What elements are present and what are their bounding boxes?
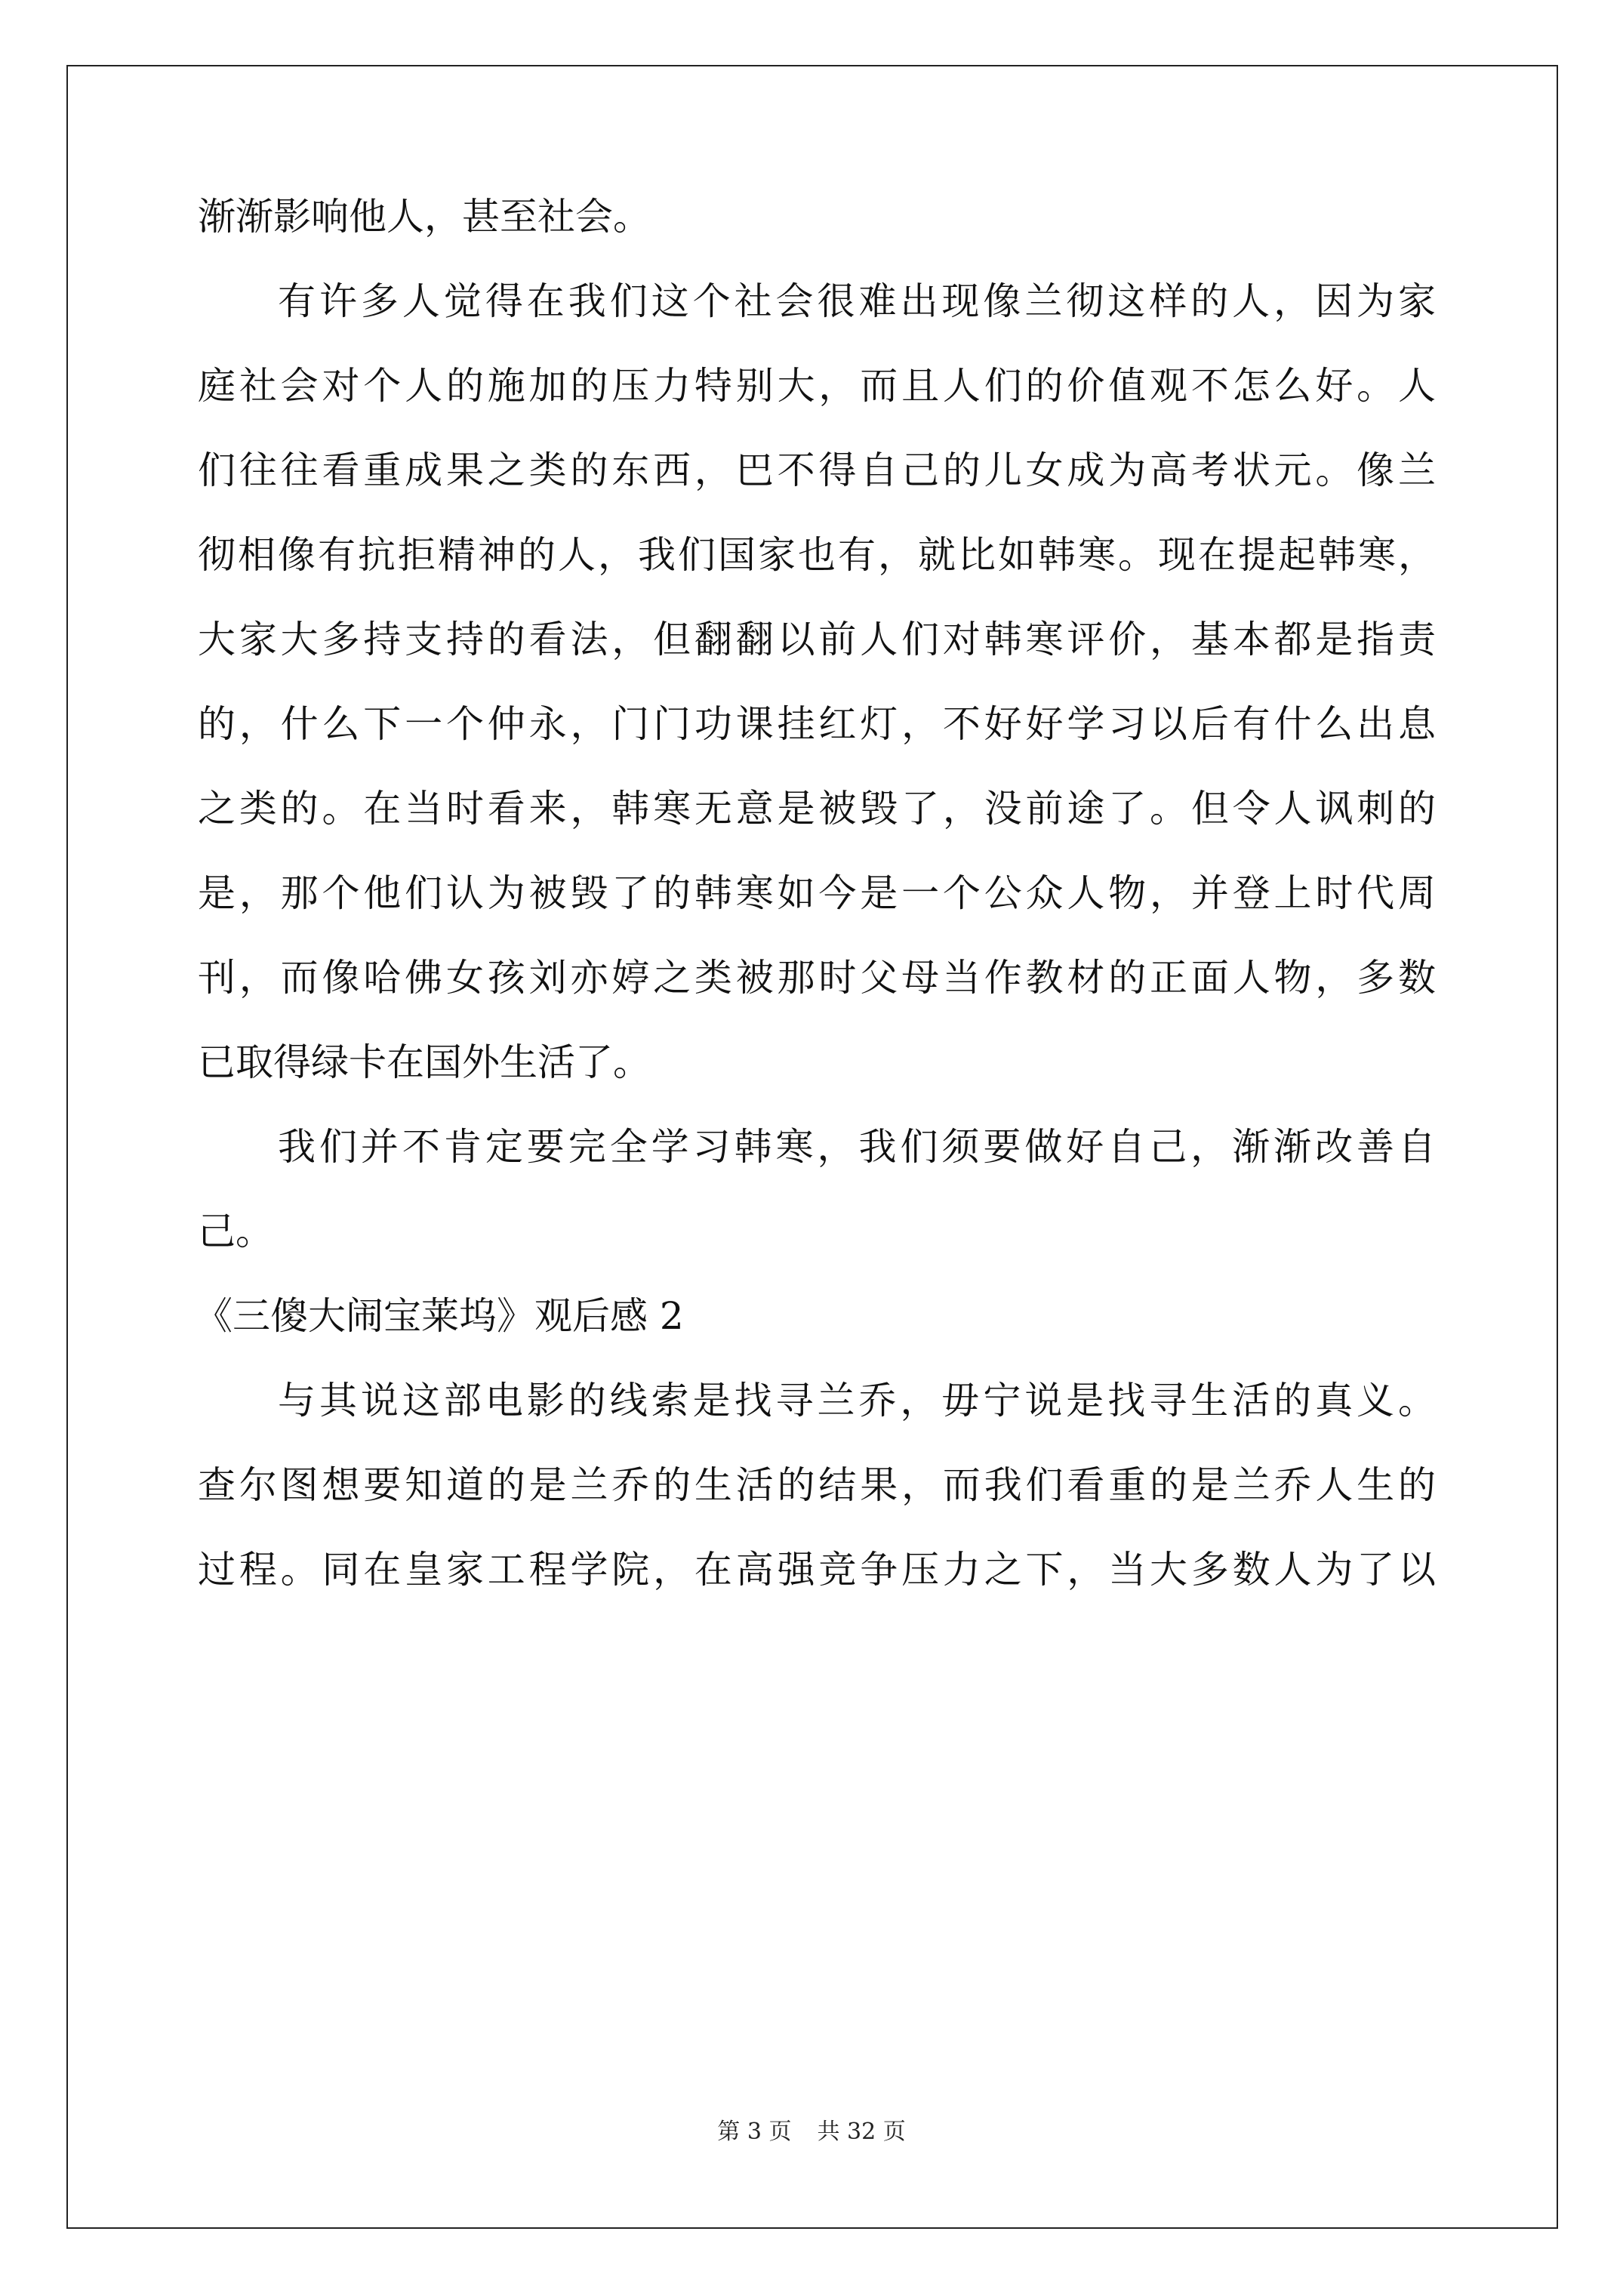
page-number: 第 3 页 <box>717 2119 792 2145</box>
document-body <box>195 195 1436 1635</box>
paragraph-line: 渐渐影响他人，甚至社会。 <box>198 195 651 239</box>
paragraph-line: 是，那个他们认为被毁了的韩寒如今是一个公众人物，并登上时代周 <box>198 871 1436 915</box>
paragraph-line: 查尔图想要知道的是兰乔的生活的结果，而我们看重的是兰乔人生的 <box>198 1463 1436 1507</box>
paragraph-line: 过程。同在皇家工程学院，在高强竞争压力之下，当大多数人为了以 <box>198 1548 1436 1592</box>
paragraph-line: 之类的。在当时看来，韩寒无意是被毁了，没前途了。但令人讽刺的 <box>198 787 1436 831</box>
paragraph-line: 的，什么下一个仲永，门门功课挂红灯，不好好学习以后有什么出息 <box>198 702 1436 746</box>
paragraph-line: 有许多人觉得在我们这个社会很难出现像兰彻这样的人，因为家 <box>278 279 1436 323</box>
section-heading: 《三傻大闹宝莱坞》观后感 2 <box>195 1294 684 1338</box>
paragraph-line: 刊，而像哈佛女孩刘亦婷之类被那时父母当作教材的正面人物，多数 <box>198 956 1436 1000</box>
paragraph-line: 大家大多持支持的看法，但翻翻以前人们对韩寒评价，基本都是指责 <box>198 618 1436 661</box>
paragraph-line: 我们并不肯定要完全学习韩寒，我们须要做好自己，渐渐改善自 <box>278 1125 1436 1169</box>
paragraph-line: 彻相像有抗拒精神的人，我们国家也有，就比如韩寒。现在提起韩寒， <box>198 533 1436 577</box>
paragraph-line: 与其说这部电影的线索是找寻兰乔，毋宁说是找寻生活的真义。 <box>278 1379 1436 1422</box>
paragraph-line: 己。 <box>198 1210 273 1253</box>
page-total: 共 32 页 <box>817 2119 906 2145</box>
paragraph-line: 庭社会对个人的施加的压力特别大，而且人们的价值观不怎么好。人 <box>198 364 1436 408</box>
paragraph-line: 已取得绿卡在国外生活了。 <box>198 1040 651 1084</box>
page-footer <box>0 2113 1623 2146</box>
paragraph-line: 们往往看重成果之类的东西，巴不得自己的儿女成为高考状元。像兰 <box>198 448 1436 492</box>
